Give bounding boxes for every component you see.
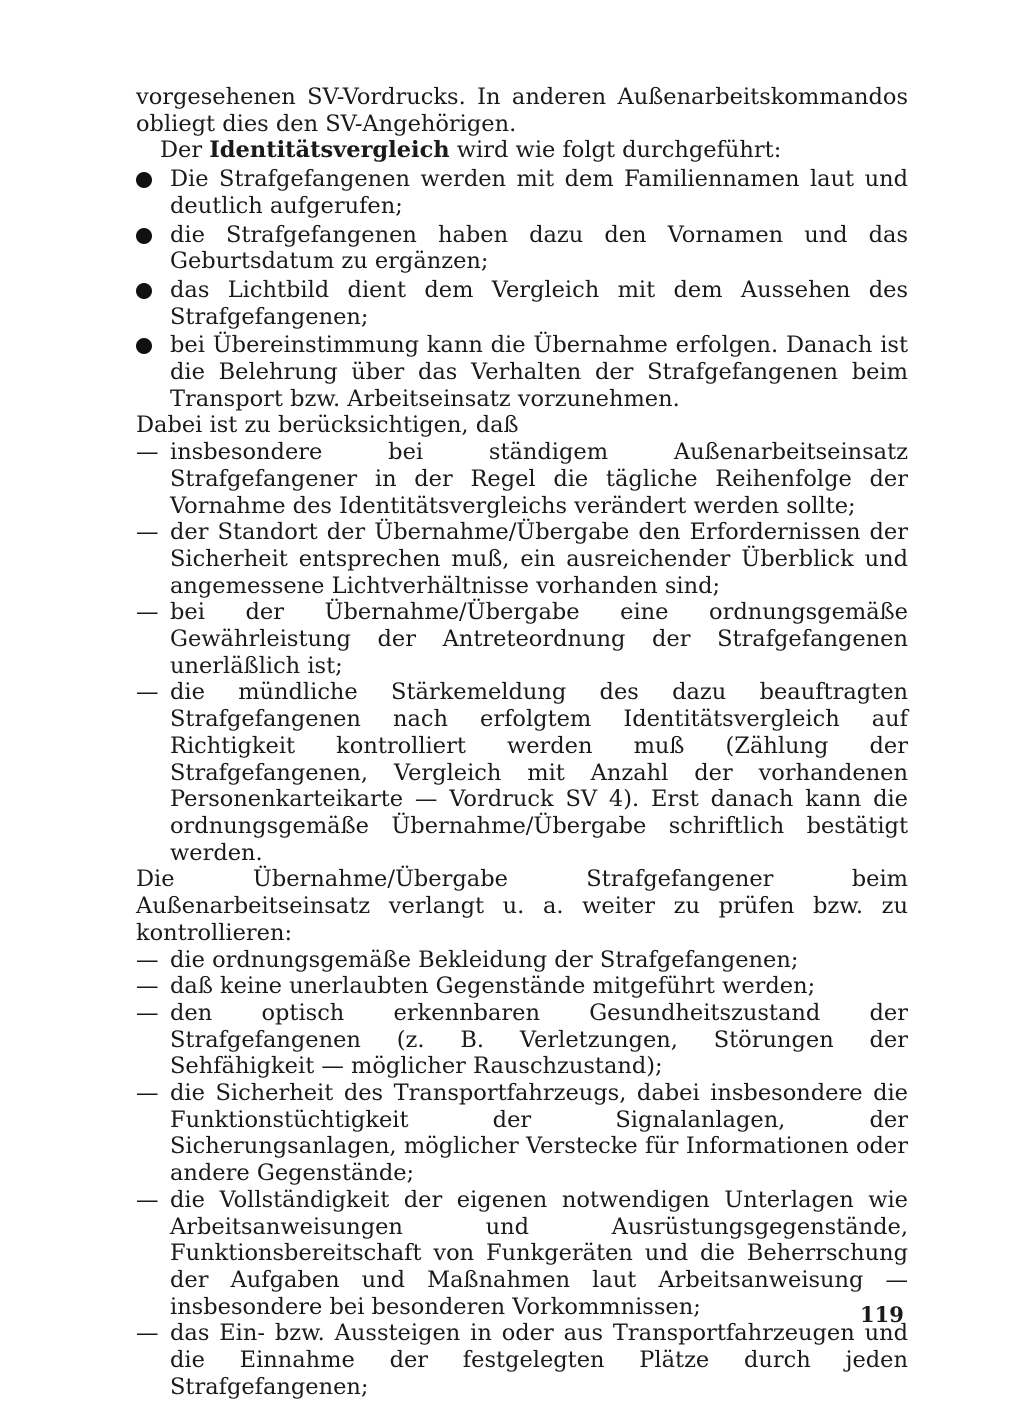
dash-marker: — bbox=[136, 999, 159, 1026]
bullet-dot-icon bbox=[136, 228, 152, 244]
identity-check-intro bbox=[136, 137, 908, 164]
bullet-text: bei Übereinstimmung kann die Übernahme erfolgen. Danach ist die Belehrung über das Verhalten der Strafgefangenen beim Transport bzw. Arbeitseinsatz vorzunehmen. bbox=[170, 332, 908, 412]
dash-item-text: insbesondere bei ständigem Außenarbeitseinsatz Strafgefangener in der Regel die tägliche Reihenfolge der Vornahme des Identitätsvergleichs verändert werden sollte; bbox=[170, 439, 908, 519]
dash-marker: — bbox=[136, 599, 159, 626]
dash-item bbox=[136, 599, 908, 679]
dash-item-text: die ordnungsgemäße Bekleidung der Strafgefangenen; bbox=[170, 946, 799, 973]
dash-marker: — bbox=[136, 946, 159, 973]
dash-item bbox=[136, 1080, 908, 1187]
intro-prefix: Der bbox=[160, 137, 203, 164]
bullet-item bbox=[136, 222, 908, 275]
considerations-list bbox=[136, 439, 908, 866]
dash-item bbox=[136, 519, 908, 599]
bullet-item bbox=[136, 332, 908, 412]
dash-item bbox=[136, 1187, 908, 1321]
dash-item-text: daß keine unerlaubten Gegenstände mitgeführt werden; bbox=[170, 973, 816, 1000]
dash-item-text: die mündliche Stärkemeldung des dazu beauftragten Strafgefangenen nach erfolgtem Identitätsvergleich auf Richtigkeit kontrolliert werden muß (Zählung der Strafgefangenen, Vergleich mit Anzahl der vorhandenen Personenkarteikarte — Vordruck SV 4). Erst danach kann die ordnungsgemäße Übernahme/Übergabe schriftlich bestätigt werden. bbox=[170, 679, 908, 866]
dash-marker: — bbox=[136, 519, 159, 546]
bullet-item bbox=[136, 277, 908, 330]
bullet-list bbox=[136, 166, 908, 412]
continuation-paragraph: vorgesehenen SV-Vordrucks. In anderen Außenarbeitskommandos obliegt dies den SV-Angehörigen. bbox=[136, 84, 908, 137]
bullet-dot-icon bbox=[136, 172, 152, 188]
dash-marker: — bbox=[136, 439, 159, 466]
dash-item bbox=[136, 439, 908, 519]
dash-item-text: der Standort der Übernahme/Übergabe den Erfordernissen der Sicherheit entsprechen muß, ein ausreichender Überblick und angemessene Lichtverhältnisse vorhanden sind; bbox=[170, 519, 908, 599]
dash-marker: — bbox=[136, 1320, 159, 1347]
bullet-text: das Lichtbild dient dem Vergleich mit dem Aussehen des Strafgefangenen; bbox=[170, 276, 908, 330]
dash-item-text: die Sicherheit des Transportfahrzeugs, dabei insbesondere die Funktionstüchtigkeit der Signalanlagen, der Sicherungsanlagen, möglicher Verstecke für Informationen oder andere Gegenstände; bbox=[170, 1080, 908, 1187]
dash-marker: — bbox=[136, 973, 159, 1000]
bullet-text: Die Strafgefangenen werden mit dem Familiennamen laut und deutlich aufgerufen; bbox=[170, 166, 908, 219]
dash-item bbox=[136, 1320, 908, 1400]
dash-item bbox=[136, 1000, 908, 1080]
bullet-dot-icon bbox=[136, 283, 152, 299]
dash-item bbox=[136, 679, 908, 866]
dash-item-text: die Vollständigkeit der eigenen notwendigen Unterlagen wie Arbeitsanweisungen und Ausrüstungsgegenstände, Funktionsbereitschaft von Funkgeräten und die Beherrschung der Aufgaben und Maßnahmen laut Arbeitsanweisung — insbesondere bei besonderen Vorkommnissen; bbox=[170, 1186, 908, 1320]
dash-item-text: das Ein- bzw. Aussteigen in oder aus Transportfahrzeugen und die Einnahme der festgelegten Plätze durch jeden Strafgefangenen; bbox=[170, 1320, 908, 1400]
bullet-item bbox=[136, 166, 908, 219]
bullet-dot-icon bbox=[136, 338, 152, 354]
dash-item-text: den optisch erkennbaren Gesundheitszustand der Strafgefangenen (z. B. Verletzungen, Störungen der Sehfähigkeit — möglicher Rauschzustand); bbox=[170, 999, 908, 1080]
bullet-text: die Strafgefangenen haben dazu den Vornamen und das Geburtsdatum zu ergänzen; bbox=[170, 221, 908, 275]
page-body bbox=[136, 84, 908, 1400]
dash-marker: — bbox=[136, 1080, 159, 1107]
checks-list bbox=[136, 947, 908, 1401]
considerations-lead: Dabei ist zu berücksichtigen, daß bbox=[136, 412, 519, 439]
page-number: 119 bbox=[860, 1302, 904, 1327]
dash-marker: — bbox=[136, 1186, 159, 1213]
dash-item bbox=[136, 973, 908, 1000]
intro-suffix: wird wie folgt durchgeführt: bbox=[449, 137, 782, 164]
bold-term: Identitätsvergleich bbox=[209, 137, 450, 164]
dash-item-text: bei der Übernahme/Übergabe eine ordnungsgemäße Gewährleistung der Antreteordnung der Strafgefangenen unerläßlich ist; bbox=[170, 599, 908, 679]
checks-lead: Die Übernahme/Übergabe Strafgefangener beim Außenarbeitseinsatz verlangt u. a. weiter zu prüfen bzw. zu kontrollieren: bbox=[136, 866, 908, 946]
dash-item bbox=[136, 947, 908, 974]
dash-marker: — bbox=[136, 679, 159, 706]
